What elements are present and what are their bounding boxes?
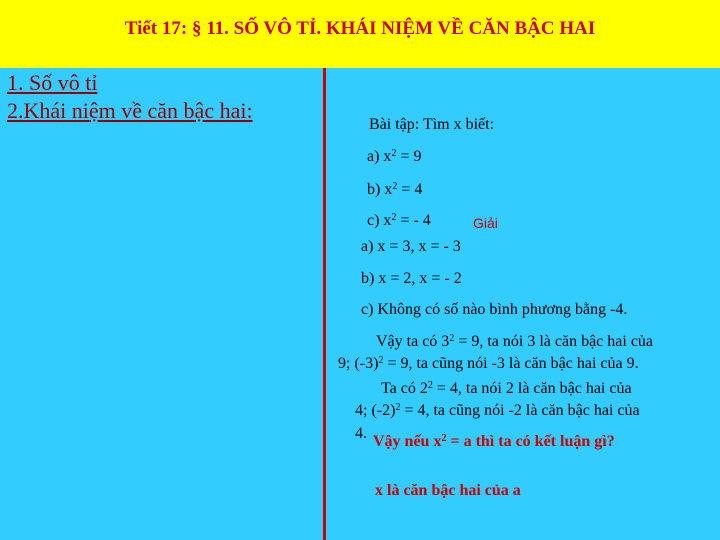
exercise-item-b: b) $x^2 = 4$ (367, 181, 423, 198)
solution-item-b: b) x = 2, x = - 2 (361, 270, 462, 287)
exercise-prompt: Bài tập: Tìm x biết: (369, 116, 495, 133)
explanation-line-5: 4. (355, 425, 367, 442)
exercise-item-a: a) $x^2 = 9$ (367, 148, 422, 165)
exercise-item-c: c) $x^2$ = - 4 (367, 212, 431, 229)
explanation-line-4: 4; $(-2)^2 = 4$, ta cũng nói -2 là căn bậc hai của (355, 402, 640, 419)
page-title: Tiết 17: § 11. SỐ VÔ TỈ. KHÁI NIỆM VỀ CĂN BẬC HAI (124, 18, 596, 39)
solution-item-c: c) Không có số nào bình phương bằng -4. (361, 301, 628, 318)
conclusion-text: x là căn bậc hai của a (375, 482, 521, 499)
question-text: Vậy nếu $x^2 = a$ thì ta có kết luận gì? (373, 433, 615, 450)
explanation-line-3: Ta có $2^2 = 4$, ta nói 2 là căn bậc hai của (381, 380, 632, 397)
sidebar-item-khai-niem-can-bac-hai[interactable]: 2.Khái niệm về căn bậc hai: (7, 98, 253, 123)
explanation-line-2: 9; $(-3)^2 = 9$, ta cũng nói -3 là căn bậc hai của 9. (338, 355, 639, 372)
solution-item-a: a) x = 3, x = - 3 (361, 238, 461, 255)
explanation-line-1: Vậy ta có $3^2 = 9$, ta nói 3 là căn bậc hai của (376, 333, 654, 350)
solution-label: Giải (473, 215, 498, 231)
title-bar (0, 0, 720, 68)
vertical-divider (323, 68, 326, 540)
sidebar-item-so-vo-ti[interactable]: 1. Số vô tỉ (7, 70, 98, 95)
